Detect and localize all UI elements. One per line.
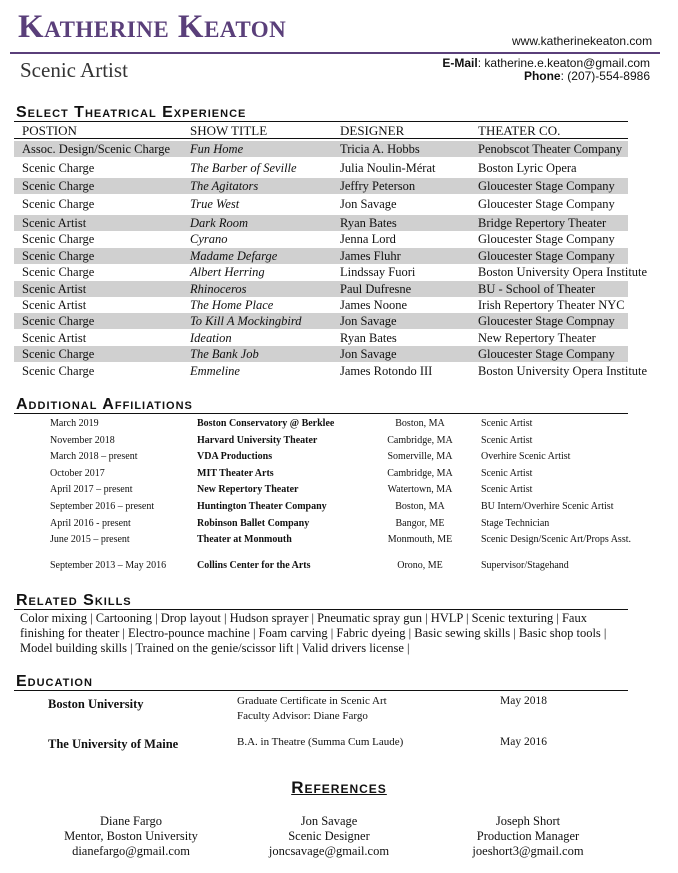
section-title-skills: Related Skills bbox=[16, 592, 132, 609]
table-row: Scenic Charge The Agitators Jeffry Peterson Gloucester Stage Company bbox=[14, 178, 628, 194]
reference-role: Production Manager bbox=[476, 829, 580, 843]
table-row: Scenic Charge Emmeline James Rotondo III Boston University Opera Institute bbox=[22, 364, 648, 378]
section-title-theatrical: Select Theatrical Experience bbox=[16, 104, 247, 121]
education-school: Boston University bbox=[48, 697, 144, 711]
reference-name: Joseph Short bbox=[495, 814, 561, 828]
contact-block bbox=[442, 57, 650, 83]
section-title-education: Education bbox=[16, 673, 93, 690]
header-designer: DESIGNER bbox=[340, 123, 405, 138]
table-row: Scenic Artist The Home Place James Noone Irish Repertory Theater NYC bbox=[22, 298, 625, 312]
education-advisor: Faculty Advisor: Diane Fargo bbox=[237, 710, 368, 722]
reference-card bbox=[229, 814, 429, 859]
table-header-rule bbox=[14, 138, 628, 139]
education-degree: B.A. in Theatre (Summa Cum Laude) bbox=[237, 736, 404, 748]
phone-line bbox=[442, 70, 650, 83]
website-link[interactable]: www.katherinekeaton.com bbox=[512, 34, 653, 48]
reference-name: Diane Fargo bbox=[100, 814, 162, 828]
table-row: Scenic Charge Madame Defarge James Fluhr Gloucester Stage Company bbox=[14, 248, 628, 264]
reference-card bbox=[31, 814, 231, 859]
phone-label: Phone bbox=[523, 69, 561, 83]
email-label: E-Mail bbox=[442, 56, 478, 70]
reference-email[interactable]: joeshort3@gmail.com bbox=[472, 844, 584, 858]
reference-name: Jon Savage bbox=[300, 814, 358, 828]
table-row: Scenic Artist Ideation Ryan Bates New Repertory Theater bbox=[22, 331, 596, 345]
table-row: Scenic Artist Rhinoceros Paul Dufresne BU - School of Theater bbox=[14, 281, 628, 297]
table-row: Scenic Charge Cyrano Jenna Lord Gloucester Stage Company bbox=[22, 232, 615, 246]
education-degree: Graduate Certificate in Scenic Art bbox=[237, 695, 387, 707]
section-rule bbox=[14, 609, 628, 610]
phone-value: : (207)-554-8986 bbox=[560, 69, 650, 83]
table-row: Scenic Charge The Barber of Seville Julia Noulin-Mérat Boston Lyric Opera bbox=[22, 161, 577, 175]
table-row: Scenic Artist Dark Room Ryan Bates Bridge Repertory Theater bbox=[14, 215, 628, 231]
section-rule bbox=[14, 413, 628, 414]
table-row: Scenic Charge True West Jon Savage Gloucester Stage Company bbox=[22, 197, 615, 211]
education-date: May 2016 bbox=[500, 736, 547, 748]
section-title-references: References bbox=[291, 778, 387, 797]
header-show-title: SHOW TITLE bbox=[190, 123, 268, 138]
resume-subtitle: Scenic Artist bbox=[20, 58, 128, 82]
reference-card bbox=[428, 814, 628, 859]
reference-email[interactable]: joncsavage@gmail.com bbox=[268, 844, 390, 858]
education-date: May 2018 bbox=[500, 695, 547, 707]
reference-role: Scenic Designer bbox=[288, 829, 370, 843]
reference-email[interactable]: dianefargo@gmail.com bbox=[72, 844, 190, 858]
table-row: Assoc. Design/Scenic Charge Fun Home Tricia A. Hobbs Penobscot Theater Company bbox=[14, 141, 628, 157]
theatrical-table-header bbox=[14, 122, 628, 137]
email-value: : katherine.e.keaton@gmail.com bbox=[477, 56, 650, 70]
header-position: POSTION bbox=[22, 123, 77, 138]
resume-name: Katherine Keaton bbox=[18, 9, 287, 45]
header-divider bbox=[10, 52, 660, 54]
reference-role: Mentor, Boston University bbox=[64, 829, 198, 843]
education-school: The University of Maine bbox=[48, 737, 179, 751]
header-theater: THEATER CO. bbox=[478, 123, 561, 138]
table-row: Scenic Charge Albert Herring Lindssay Fuori Boston University Opera Institute bbox=[22, 265, 648, 279]
table-row: Scenic Charge The Bank Job Jon Savage Gloucester Stage Company bbox=[14, 346, 628, 362]
section-rule bbox=[14, 690, 628, 691]
table-row: Scenic Charge To Kill A Mockingbird Jon Savage Gloucester Stage Compnay bbox=[14, 313, 628, 329]
skills-text: Color mixing | Cartooning | Drop layout | Hudson sprayer | Pneumatic spray gun | HVLP | Scenic texturing | Faux finishing for theater | Electro-pounce machine | Foam carving | Fabric dyeing | Basic sewing skills | Basic shop tools | Model building skills | Trained on the genie/scissor lift | Valid drivers license | bbox=[20, 611, 607, 655]
section-title-affiliations: Additional Affiliations bbox=[16, 396, 193, 413]
